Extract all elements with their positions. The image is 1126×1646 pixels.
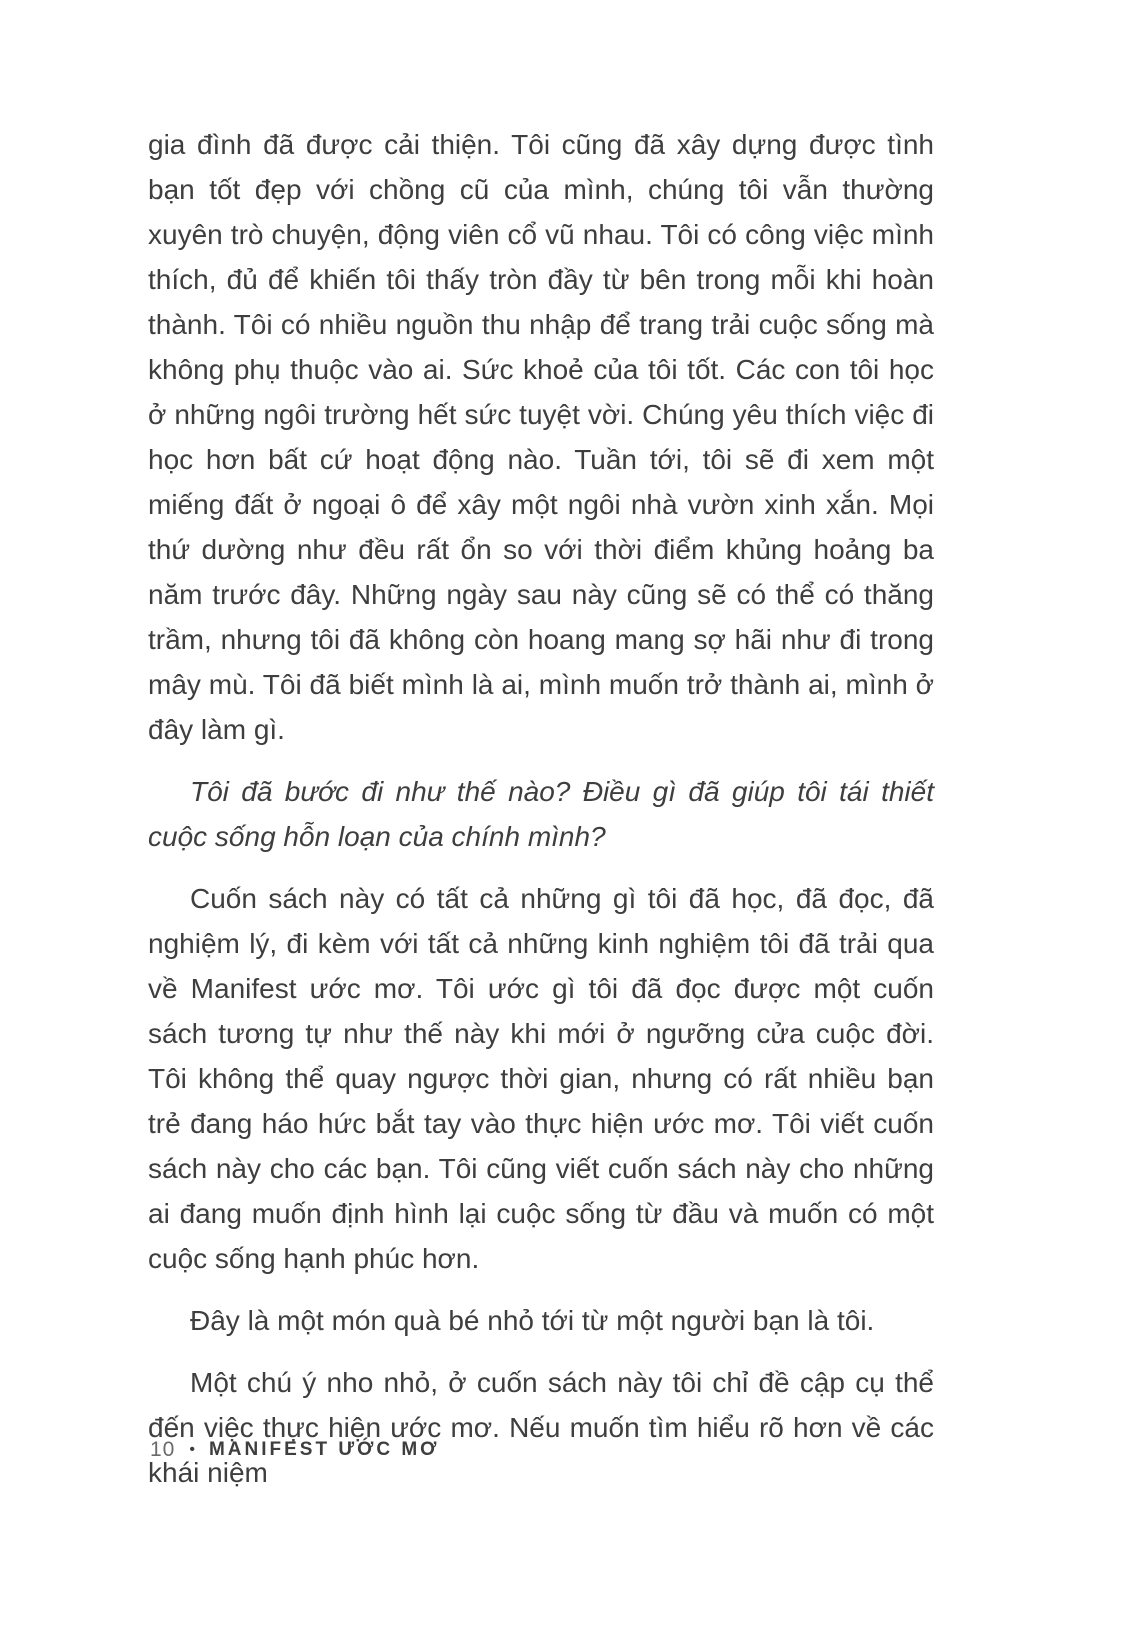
page-number: 10 — [150, 1438, 176, 1461]
body-paragraph: gia đình đã được cải thiện. Tôi cũng đã xây dựng được tình bạn tốt đẹp với chồng cũ của mình, chúng tôi vẫn thường xuyên trò chuyện, động viên cổ vũ nhau. Tôi có công việc mình thích, đủ để khiến tôi thấy tròn đầy từ bên trong mỗi khi hoàn thành. Tôi có nhiều nguồn thu nhập để trang trải cuộc sống mà không phụ thuộc vào ai. Sức khoẻ của tôi tốt. Các con tôi học ở những ngôi trường hết sức tuyệt vời. Chúng yêu thích việc đi học hơn bất cứ hoạt động nào. Tuần tới, tôi sẽ đi xem một miếng đất ở ngoại ô để xây một ngôi nhà vườn xinh xắn. Mọi thứ dường như đều rất ổn so với thời điểm khủng hoảng ba năm trước đây. Những ngày sau này cũng sẽ có thể có thăng trầm, nhưng tôi đã không còn hoang mang sợ hãi như đi trong mây mù. Tôi đã biết mình là ai, mình muốn trở thành ai, mình ở đây làm gì. — [148, 129, 934, 745]
body-paragraph: Một chú ý nho nhỏ, ở cuốn sách này tôi chỉ đề cập cụ thể đến việc thực hiện ước mơ. Nếu muốn tìm hiểu rõ hơn về các khái niệm — [148, 1367, 934, 1488]
body-paragraph: Đây là một món quà bé nhỏ tới từ một người bạn là tôi. — [190, 1305, 875, 1336]
footer-separator-dot: • — [189, 1441, 195, 1458]
page-content — [148, 122, 934, 1512]
page-footer — [150, 1438, 439, 1462]
italic-question-paragraph: Tôi đã bước đi như thế nào? Điều gì đã giúp tôi tái thiết cuộc sống hỗn loạn của chính mình? — [148, 776, 934, 852]
body-paragraph: Cuốn sách này có tất cả những gì tôi đã học, đã đọc, đã nghiệm lý, đi kèm với tất cả những kinh nghiệm tôi đã trải qua về Manifest ước mơ. Tôi ước gì tôi đã đọc được một cuốn sách tương tự như thế này khi mới ở ngưỡng cửa cuộc đời. Tôi không thể quay ngược thời gian, nhưng có rất nhiều bạn trẻ đang háo hức bắt tay vào thực hiện ước mơ. Tôi viết cuốn sách này cho các bạn. Tôi cũng viết cuốn sách này cho những ai đang muốn định hình lại cuộc sống từ đầu và muốn có một cuộc sống hạnh phúc hơn. — [148, 883, 934, 1274]
running-book-title: MANIFEST ƯỚC MƠ — [208, 1439, 440, 1460]
